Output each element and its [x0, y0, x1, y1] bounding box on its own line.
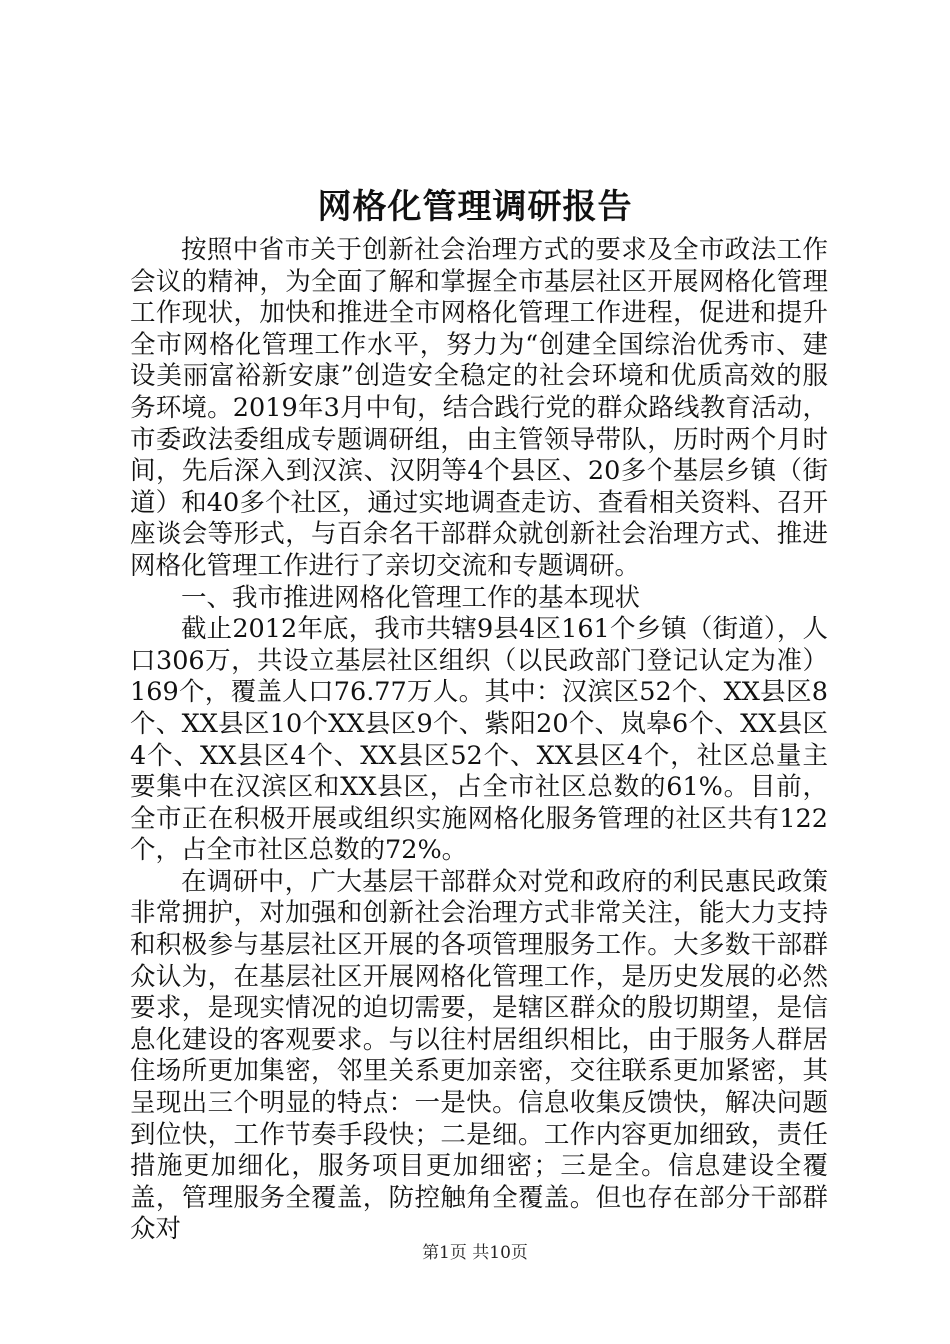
section-heading: 一、我市推进网格化管理工作的基本现状: [181, 582, 641, 613]
paragraph-statistics: 截止2012年底，我市共辖9县4区161个乡镇（街道），人口306万，共设立基层社区组织（以民政部门登记认定为准）169个，覆盖人口76.77万人。其中：汉滨区52个、XX县区8个、XX县区10个XX县区9个、紫阳20个、岚皋6个、XX县区4个、XX县区4个、XX县区52个、XX县区4个，社区总量主要集中在汉滨区和XX县区，占全市社区总数的61%。目前，全市正在积极开展或组织实施网格化服务管理的社区共有122个，占全市社区总数的72%。: [130, 614, 828, 866]
paragraph-findings: 在调研中，广大基层干部群众对党和政府的利民惠民政策非常拥护，对加强和创新社会治理方式非常关注，能大力支持和积极参与基层社区开展的各项管理服务工作。大多数干部群众认为，在基层社区开展网格化管理工作，是历史发展的必然要求，是现实情况的迫切需要，是辖区群众的殷切期望，是信息化建设的客观要求。与以往村居组织相比，由于服务人群居住场所更加集密，邻里关系更加亲密，交往联系更加紧密，其呈现出三个明显的特点：一是快。信息收集反馈快，解决问题到位快，工作节奏手段快；二是细。工作内容更加细致，责任措施更加细化，服务项目更加细密；三是全。信息建设全覆盖，管理服务全覆盖，防控触角全覆盖。但也存在部分干部群众对: [130, 866, 828, 1245]
document-body: [130, 235, 828, 1246]
document-title: 网格化管理调研报告: [317, 187, 633, 227]
page-number-footer: 第1页 共10页: [422, 1243, 528, 1263]
paragraph-intro: 按照中省市关于创新社会治理方式的要求及全市政法工作会议的精神，为全面了解和掌握全市基层社区开展网格化管理工作现状，加快和推进全市网格化管理工作进程，促进和提升全市网格化管理工作水平，努力为“创建全国综治优秀市、建设美丽富裕新安康”创造安全稳定的社会环境和优质高效的服务环境。2019年3月中旬，结合践行党的群众路线教育活动，市委政法委组成专题调研组，由主管领导带队，历时两个月时间，先后深入到汉滨、汉阴等4个县区、20多个基层乡镇（街道）和40多个社区，通过实地调查走访、查看相关资料、召开座谈会等形式，与百余名干部群众就创新社会治理方式、推进网格化管理工作进行了亲切交流和专题调研。: [130, 235, 828, 581]
